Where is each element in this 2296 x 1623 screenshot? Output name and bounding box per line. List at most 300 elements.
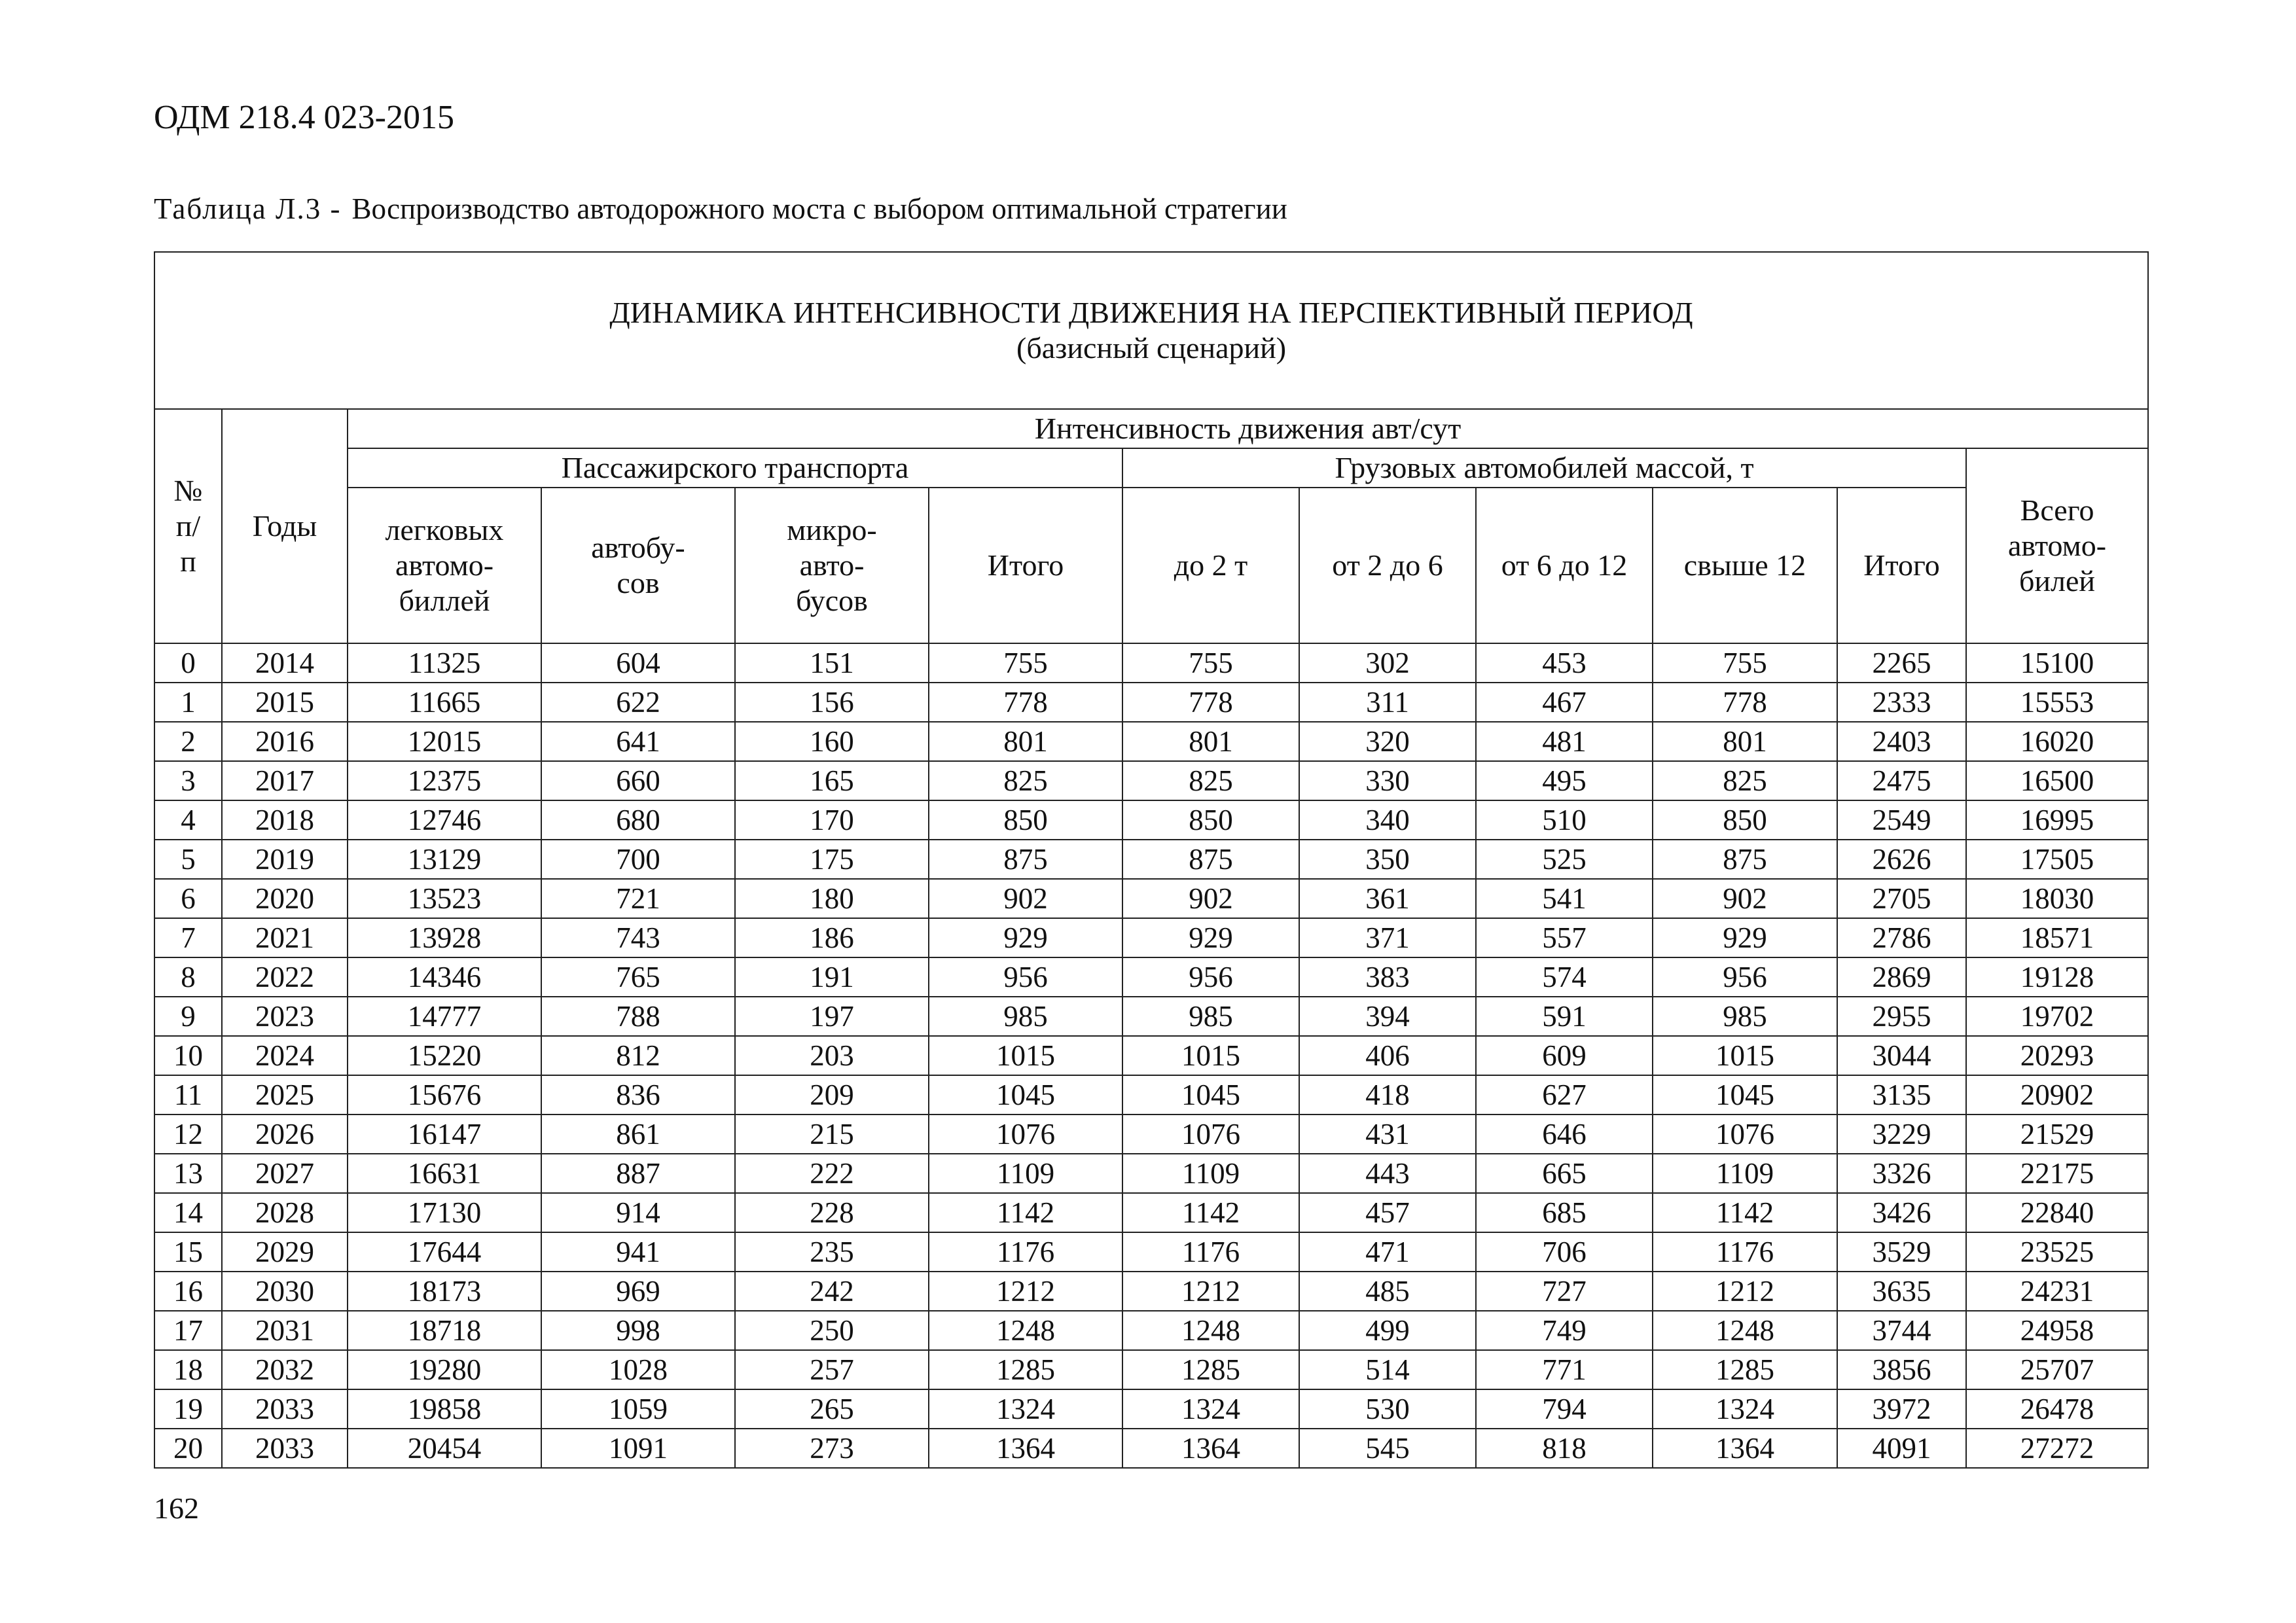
table-cell: 3326 [1837,1154,1966,1193]
table-cell: 14 [154,1193,222,1232]
table-cell: 836 [541,1075,735,1115]
table-cell: 2014 [222,643,348,683]
table-cell: 755 [1653,643,1837,683]
table-cell: 19280 [348,1350,541,1389]
group-header-cargo: Грузовых автомобилей массой, т [1122,448,1966,488]
table-cell: 2016 [222,722,348,761]
table-cell: 755 [929,643,1122,683]
table-cell: 15220 [348,1036,541,1075]
col-header-over-12: свыше 12 [1653,488,1837,643]
table-cell: 302 [1299,643,1476,683]
table-cell: 9 [154,997,222,1036]
table-row [154,957,2148,997]
table-cell: 2032 [222,1350,348,1389]
table-cell: 203 [735,1036,929,1075]
table-cell: 1248 [1122,1311,1299,1350]
table-row [154,1272,2148,1311]
table-cell: 2018 [222,800,348,840]
table-cell: 11665 [348,683,541,722]
table-cell: 541 [1476,879,1653,918]
table-cell: 778 [929,683,1122,722]
table-cell: 394 [1299,997,1476,1036]
table-cell: 15100 [1966,643,2148,683]
table-cell: 875 [1653,840,1837,879]
table-cell: 1091 [541,1429,735,1468]
table-cell: 15 [154,1232,222,1272]
col-header-cars [348,488,541,643]
table-cell: 1364 [929,1429,1122,1468]
table-cell: 2027 [222,1154,348,1193]
table-cell: 3426 [1837,1193,1966,1232]
table-cell: 3529 [1837,1232,1966,1272]
table-cell: 525 [1476,840,1653,879]
table-row [154,1154,2148,1193]
table-cell: 771 [1476,1350,1653,1389]
col-header-total-all-line: автомо- [2008,529,2107,563]
table-cell: 929 [929,918,1122,957]
col-header-minibuses-line: авто- [799,548,865,582]
table-cell: 1109 [1653,1154,1837,1193]
table-cell: 311 [1299,683,1476,722]
table-cell: 700 [541,840,735,879]
table-cell: 788 [541,997,735,1036]
table-cell: 929 [1122,918,1299,957]
table-cell: 175 [735,840,929,879]
traffic-intensity-table [154,251,2149,1469]
table-cell: 17 [154,1311,222,1350]
table-cell: 2403 [1837,722,1966,761]
table-cell: 929 [1653,918,1837,957]
table-cell: 812 [541,1036,735,1075]
table-cell: 471 [1299,1232,1476,1272]
table-cell: 16020 [1966,722,2148,761]
table-cell: 2024 [222,1036,348,1075]
table-cell: 941 [541,1232,735,1272]
col-header-total-all [1966,448,2148,643]
table-cell: 778 [1122,683,1299,722]
table-cell: 1 [154,683,222,722]
table-cell: 2028 [222,1193,348,1232]
table-cell: 20454 [348,1429,541,1468]
table-cell: 12375 [348,761,541,800]
table-cell: 228 [735,1193,929,1232]
table-row [154,997,2148,1036]
table-cell: 998 [541,1311,735,1350]
table-cell: 13928 [348,918,541,957]
table-cell: 2033 [222,1389,348,1429]
table-cell: 749 [1476,1311,1653,1350]
table-cell: 24231 [1966,1272,2148,1311]
table-cell: 22175 [1966,1154,2148,1193]
table-cell: 1324 [929,1389,1122,1429]
table-cell: 1045 [1653,1075,1837,1115]
table-row [154,1193,2148,1232]
table-cell: 721 [541,879,735,918]
table-cell: 2333 [1837,683,1966,722]
table-cell: 19128 [1966,957,2148,997]
table-cell: 2626 [1837,840,1966,879]
table-caption-label: Таблица Л.3 - [154,192,342,225]
table-row [154,1350,2148,1389]
table-cell: 13523 [348,879,541,918]
col-header-buses-line: автобу- [591,531,685,565]
table-cell: 1045 [1122,1075,1299,1115]
page-number: 162 [154,1491,199,1525]
table-cell: 18 [154,1350,222,1389]
table-cell: 13129 [348,840,541,879]
table-cell: 406 [1299,1036,1476,1075]
table-cell: 2023 [222,997,348,1036]
table-cell: 250 [735,1311,929,1350]
table-cell: 16995 [1966,800,2148,840]
table-cell: 627 [1476,1075,1653,1115]
table-cell: 2265 [1837,643,1966,683]
table-cell: 2869 [1837,957,1966,997]
table-cell: 2549 [1837,800,1966,840]
table-cell: 956 [1122,957,1299,997]
table-row [154,1075,2148,1115]
table-cell: 14777 [348,997,541,1036]
col-header-2-to-6: от 2 до 6 [1299,488,1476,643]
table-cell: 875 [1122,840,1299,879]
table-row [154,1429,2148,1468]
table-cell: 1015 [1653,1036,1837,1075]
table-cell: 743 [541,918,735,957]
table-cell: 3135 [1837,1075,1966,1115]
table-cell: 11325 [348,643,541,683]
col-header-cars-line: автомо- [395,548,494,582]
table-cell: 794 [1476,1389,1653,1429]
table-caption [154,192,1287,226]
col-header-cargo-total: Итого [1837,488,1966,643]
table-cell: 265 [735,1389,929,1429]
table-cell: 530 [1299,1389,1476,1429]
table-cell: 622 [541,683,735,722]
table-cell: 727 [1476,1272,1653,1311]
col-header-total-all-line: Всего [2020,493,2094,527]
table-cell: 591 [1476,997,1653,1036]
table-cell: 2033 [222,1429,348,1468]
table-cell: 609 [1476,1036,1653,1075]
table-cell: 6 [154,879,222,918]
table-cell: 12 [154,1115,222,1154]
table-cell: 443 [1299,1154,1476,1193]
table-cell: 2030 [222,1272,348,1311]
table-cell: 1015 [1122,1036,1299,1075]
table-cell: 1285 [929,1350,1122,1389]
table-cell: 453 [1476,643,1653,683]
table-cell: 557 [1476,918,1653,957]
table-cell: 1045 [929,1075,1122,1115]
table-cell: 1028 [541,1350,735,1389]
table-cell: 3 [154,761,222,800]
col-header-buses-line: сов [617,566,660,599]
table-cell: 18030 [1966,879,2148,918]
table-cell: 850 [929,800,1122,840]
table-cell: 21529 [1966,1115,2148,1154]
table-cell: 514 [1299,1350,1476,1389]
table-cell: 499 [1299,1311,1476,1350]
table-row [154,1232,2148,1272]
table-cell: 2020 [222,879,348,918]
col-header-cars-line: легковых [385,513,504,547]
table-cell: 235 [735,1232,929,1272]
table-cell: 418 [1299,1075,1476,1115]
table-row [154,1036,2148,1075]
table-cell: 1248 [1653,1311,1837,1350]
table-cell: 914 [541,1193,735,1232]
table-cell: 180 [735,879,929,918]
table-cell: 641 [541,722,735,761]
table-cell: 2705 [1837,879,1966,918]
table-cell: 956 [1653,957,1837,997]
table-cell: 5 [154,840,222,879]
group-header-passenger: Пассажирского транспорта [348,448,1122,488]
table-cell: 510 [1476,800,1653,840]
table-row [154,1115,2148,1154]
table-title-cell [154,252,2148,409]
table-cell: 2025 [222,1075,348,1115]
table-cell: 15553 [1966,683,2148,722]
table-cell: 1324 [1122,1389,1299,1429]
table-cell: 825 [1653,761,1837,800]
table-cell: 20 [154,1429,222,1468]
table-cell: 156 [735,683,929,722]
table-cell: 15676 [348,1075,541,1115]
table-cell: 875 [929,840,1122,879]
table-cell: 1212 [1653,1272,1837,1311]
table-cell: 320 [1299,722,1476,761]
table-cell: 26478 [1966,1389,2148,1429]
table-cell: 273 [735,1429,929,1468]
table-cell: 2031 [222,1311,348,1350]
table-cell: 151 [735,643,929,683]
table-cell: 706 [1476,1232,1653,1272]
table-cell: 1076 [1653,1115,1837,1154]
table-cell: 485 [1299,1272,1476,1311]
table-cell: 1285 [1653,1350,1837,1389]
table-cell: 1142 [1653,1193,1837,1232]
table-cell: 209 [735,1075,929,1115]
table-cell: 481 [1476,722,1653,761]
col-header-upto-2: до 2 т [1122,488,1299,643]
header-row-2 [154,448,2148,488]
table-cell: 2017 [222,761,348,800]
table-cell: 330 [1299,761,1476,800]
table-caption-text: Воспроизводство автодорожного моста с выбором оптимальной стратегии [351,192,1287,225]
table-cell: 1285 [1122,1350,1299,1389]
col-header-minibuses [735,488,929,643]
table-cell: 23525 [1966,1232,2148,1272]
table-cell: 383 [1299,957,1476,997]
table-cell: 16 [154,1272,222,1311]
table-cell: 1142 [929,1193,1122,1232]
table-title-row [154,252,2148,409]
table-cell: 22840 [1966,1193,2148,1232]
table-cell: 160 [735,722,929,761]
table-cell: 16500 [1966,761,2148,800]
table-cell: 17505 [1966,840,2148,879]
table-cell: 956 [929,957,1122,997]
col-header-number-line: п [180,544,196,578]
table-cell: 850 [1653,800,1837,840]
table-cell: 765 [541,957,735,997]
table-cell: 574 [1476,957,1653,997]
table-cell: 10 [154,1036,222,1075]
group-header-intensity: Интенсивность движения авт/сут [348,409,2148,448]
table-cell: 495 [1476,761,1653,800]
col-header-minibuses-line: микро- [787,513,877,547]
table-cell: 371 [1299,918,1476,957]
table-cell: 186 [735,918,929,957]
table-cell: 3744 [1837,1311,1966,1350]
table-cell: 2786 [1837,918,1966,957]
table-cell: 969 [541,1272,735,1311]
table-row [154,840,2148,879]
table-row [154,1389,2148,1429]
col-header-minibuses-line: бусов [796,583,868,617]
table-cell: 801 [1653,722,1837,761]
table-cell: 467 [1476,683,1653,722]
table-cell: 27272 [1966,1429,2148,1468]
table-cell: 3856 [1837,1350,1966,1389]
table-cell: 17644 [348,1232,541,1272]
table-cell: 3044 [1837,1036,1966,1075]
table-cell: 801 [1122,722,1299,761]
table-cell: 2015 [222,683,348,722]
table-cell: 1248 [929,1311,1122,1350]
table-cell: 4091 [1837,1429,1966,1468]
col-header-year: Годы [222,409,348,643]
table-cell: 1142 [1122,1193,1299,1232]
table-cell: 2475 [1837,761,1966,800]
table-cell: 361 [1299,879,1476,918]
table-row [154,643,2148,683]
table-cell: 1076 [1122,1115,1299,1154]
col-header-passenger-total: Итого [929,488,1122,643]
table-cell: 257 [735,1350,929,1389]
table-cell: 1212 [1122,1272,1299,1311]
table-cell: 7 [154,918,222,957]
table-cell: 3229 [1837,1115,1966,1154]
table-cell: 680 [541,800,735,840]
table-cell: 8 [154,957,222,997]
col-header-number-line: № [173,474,203,508]
table-cell: 985 [929,997,1122,1036]
table-row [154,800,2148,840]
table-cell: 887 [541,1154,735,1193]
col-header-total-all-line: билей [2019,563,2096,597]
table-cell: 850 [1122,800,1299,840]
table-cell: 825 [1122,761,1299,800]
table-cell: 222 [735,1154,929,1193]
table-cell: 18718 [348,1311,541,1350]
table-cell: 350 [1299,840,1476,879]
table-cell: 215 [735,1115,929,1154]
table-cell: 165 [735,761,929,800]
table-title: ДИНАМИКА ИНТЕНСИВНОСТИ ДВИЖЕНИЯ НА ПЕРСПЕКТИВНЫЙ ПЕРИОД [609,296,1693,330]
table-cell: 18571 [1966,918,2148,957]
table-cell: 1364 [1122,1429,1299,1468]
col-header-number-line: п/ [175,509,201,543]
table-cell: 660 [541,761,735,800]
table-cell: 2019 [222,840,348,879]
table-cell: 801 [929,722,1122,761]
table-cell: 985 [1122,997,1299,1036]
table-cell: 755 [1122,643,1299,683]
table-cell: 604 [541,643,735,683]
table-cell: 3635 [1837,1272,1966,1311]
table-row [154,879,2148,918]
table-cell: 191 [735,957,929,997]
table-cell: 340 [1299,800,1476,840]
table-cell: 20902 [1966,1075,2148,1115]
table-cell: 2026 [222,1115,348,1154]
table-cell: 778 [1653,683,1837,722]
table-cell: 19858 [348,1389,541,1429]
table-cell: 665 [1476,1154,1653,1193]
table-cell: 825 [929,761,1122,800]
document-code: ОДМ 218.4 023-2015 [154,99,454,136]
table-cell: 3972 [1837,1389,1966,1429]
table-cell: 4 [154,800,222,840]
table-row [154,761,2148,800]
table-cell: 25707 [1966,1350,2148,1389]
col-header-number [154,409,222,643]
table-cell: 0 [154,643,222,683]
table-cell: 1324 [1653,1389,1837,1429]
table-row [154,722,2148,761]
table-cell: 12746 [348,800,541,840]
table-cell: 12015 [348,722,541,761]
table-cell: 2955 [1837,997,1966,1036]
table-cell: 24958 [1966,1311,2148,1350]
table-cell: 1364 [1653,1429,1837,1468]
table-cell: 1212 [929,1272,1122,1311]
table-subtitle: (базисный сценарий) [1016,331,1287,365]
table-cell: 545 [1299,1429,1476,1468]
table-cell: 19702 [1966,997,2148,1036]
table-cell: 861 [541,1115,735,1154]
table-cell: 1059 [541,1389,735,1429]
table-cell: 431 [1299,1115,1476,1154]
header-row-1 [154,409,2148,448]
table-cell: 17130 [348,1193,541,1232]
table-cell: 1076 [929,1115,1122,1154]
col-header-buses [541,488,735,643]
table-cell: 20293 [1966,1036,2148,1075]
table-cell: 1176 [1653,1232,1837,1272]
table-cell: 902 [1122,879,1299,918]
table-cell: 1015 [929,1036,1122,1075]
table-cell: 902 [1653,879,1837,918]
table-cell: 1176 [929,1232,1122,1272]
col-header-6-to-12: от 6 до 12 [1476,488,1653,643]
header-row-3 [154,488,2148,643]
table-cell: 1176 [1122,1232,1299,1272]
table-cell: 457 [1299,1193,1476,1232]
table-cell: 818 [1476,1429,1653,1468]
table-cell: 1109 [1122,1154,1299,1193]
table-cell: 18173 [348,1272,541,1311]
table-cell: 2022 [222,957,348,997]
table-cell: 685 [1476,1193,1653,1232]
table-row [154,683,2148,722]
table-row [154,1311,2148,1350]
table-cell: 985 [1653,997,1837,1036]
table-cell: 170 [735,800,929,840]
table-cell: 16631 [348,1154,541,1193]
